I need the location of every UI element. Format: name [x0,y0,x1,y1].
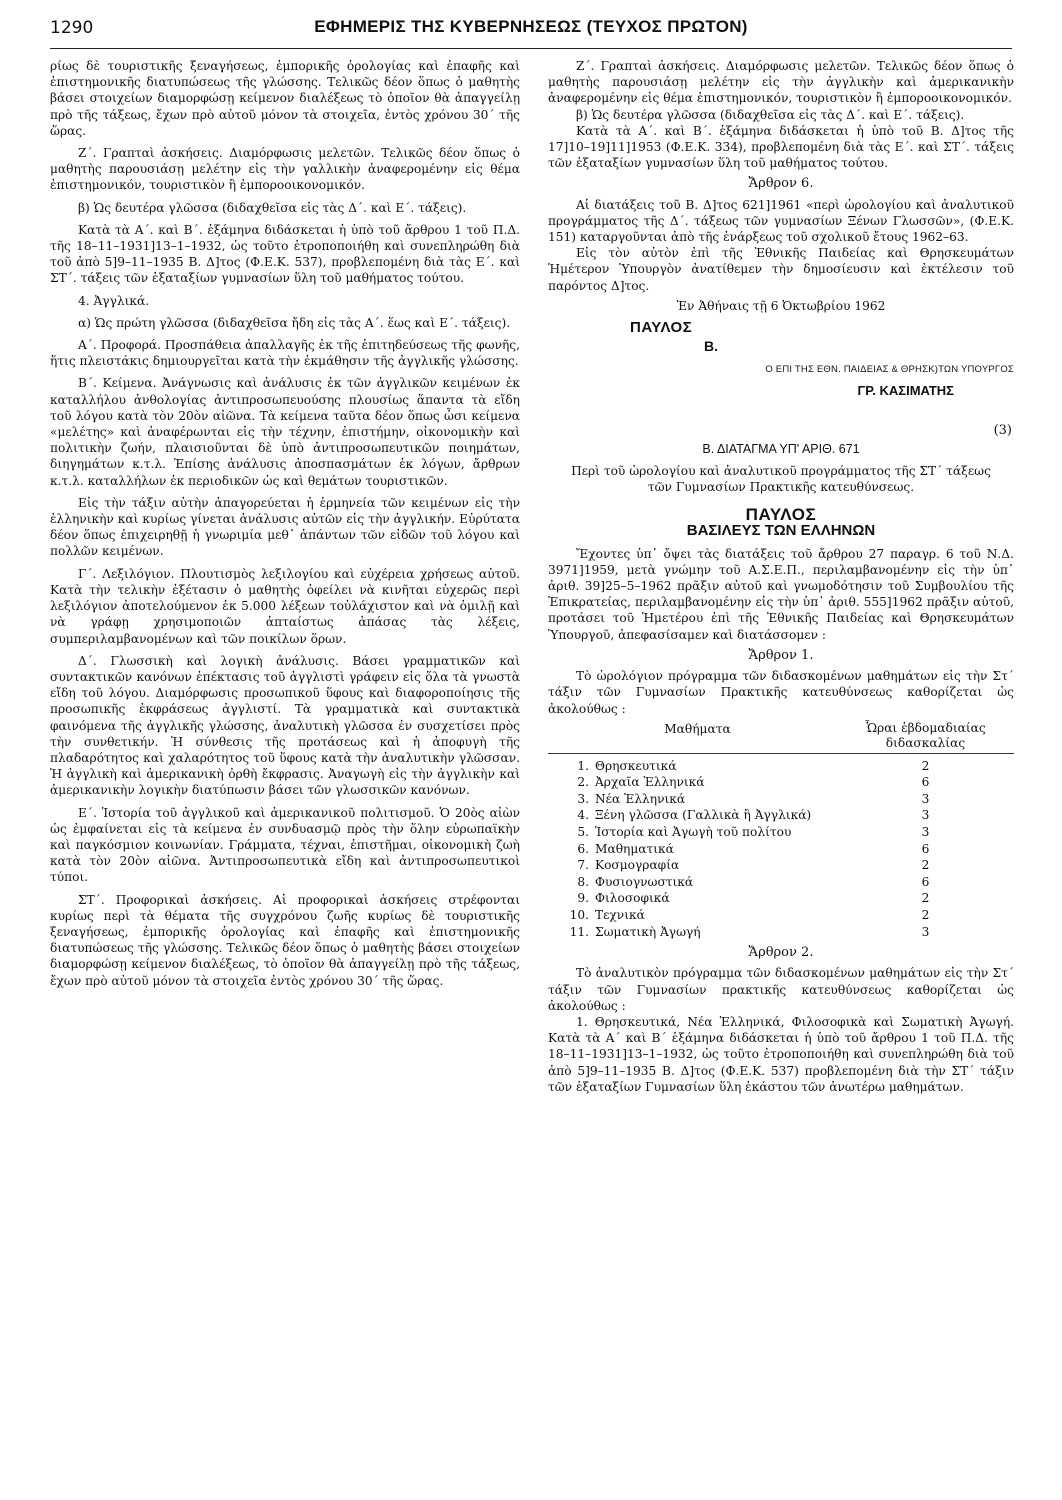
paragraph: Τὸ ὡρολόγιον πρόγραμμα τῶν διδασκομένων μαθημάτων εἰς τὴν Στ΄ τάξιν τῶν Γυμνασίων Πρακτικῆς κατευθύνσεως καθορίζεται ὡς ἀκολούθως : [548,669,1014,716]
paragraph: Ε΄. Ἱστορία τοῦ ἀγγλικοῦ καὶ ἀμερικανικοῦ πολιτισμοῦ. Ὁ 20ὸς αἰὼν ὡς ἐμφαίνεται εἰς τὰ κείμενα ἐν συνδυασμῷ πρὸς τὴν ὅλην εὐρωπαϊκὴν καὶ παγκόσμιον κοινωνίαν. Γράμματα, τέχναι, ἐπιστῆμαι, οἰκονομικὴ ζωὴ κατὰ τὸν 20ὸν αἰῶνα. Ἀντιπροσωπευτικὰ εἴδη καὶ ἀντιπροσωπευτικοὶ τύποι. [50,805,520,885]
king-initial: Β. [704,338,718,355]
table-row [548,791,1014,808]
cell-num: 1. [577,758,589,773]
cell-num: 4. [577,808,589,823]
cell-hours: 6 [921,775,930,790]
cell-hours: 3 [921,924,930,939]
paragraph: Ζ΄. Γραπταὶ ἀσκήσεις. Διαμόρφωσις μελετῶν. Τελικῶς δέον ὅπως ὁ μαθητὴς παρουσιάσῃ μελέτην εἰς τὴν ἀγγλικὴν καὶ ἀμερικανικὴν ἀναφερομένην εἰς θέμα ἐπιστημονικόν, τουριστικὸν ἢ ἐμπορoοικονομικόν. [548,59,1014,106]
paragraph: α) Ὡς πρώτη γλῶσσα (διδαχθεῖσα ἤδη εἰς τὰς Α΄. ἕως καὶ Ε΄. τάξεις). [78,315,511,330]
cell-num: 8. [577,874,589,889]
page-header [50,14,1012,49]
paragraph: Α΄. Προφορά. Προσπάθεια ἀπαλλαγῆς ἐκ τῆς ἐπιτηδεύσεως τῆς φωνῆς, ἥτις πλειστάκις δημιουργεῖται κατὰ τὴν ἐκμάθησιν τῆς ἀγγλικῆς γλώσσης. [50,338,520,369]
cell-hours: 6 [921,841,930,856]
cell-subject: Νέα Ἑλληνικά [594,791,686,806]
cell-num: 10. [569,908,589,923]
right-column [548,58,1014,1488]
table-row [548,824,1014,841]
decree-subject: Περὶ τοῦ ὡρολογίου καὶ ἀναλυτικοῦ προγράμματος τῆς ΣΤ΄ τάξεως τῶν Γυμνασίων Πρακτικῆς κατευθύνσεως. [571,463,991,495]
cell-subject: Ἀρχαῖα Ἑλληνικά [594,775,705,790]
paragraph: Κατὰ τὰ Α΄. καὶ Β΄. ἑξάμηνα διδάσκεται ἡ ὑπὸ τοῦ ἄρθρου 1 τοῦ Π.Δ. τῆς 18–11–1931]13–1–1932, ὡς τοῦτο ἐτροποποιήθη καὶ συνεπληρώθη διὰ τοῦ ἀπὸ 5]9–11–1935 Β. Δ]τος (Φ.Ε.Κ. 537), προβλεπομένη διὰ τὰς Ε΄. καὶ ΣΤ΄. τάξεις τῶν ἑξαταξίων γυμνασίων ὕλη τοῦ μαθήματος τούτου. [50,222,520,286]
article-heading: Ἄρθρον 1. [748,647,814,663]
paragraph: Εἰς τὸν αὐτὸν ἐπὶ τῆς Ἐθνικῆς Παιδείας καὶ Θρησκευμάτων Ἡμέτερον Ὑπουργὸν ἀνατίθεμεν τὴν δημοσίευσιν καὶ ἐκτέλεσιν τοῦ παρόντος Δ]τος. [548,246,1014,293]
table-row [548,774,1014,791]
table-row [548,807,1014,824]
paragraph: Β΄. Κείμενα. Ἀνάγνωσις καὶ ἀνάλυσις ἐκ τῶν ἀγγλικῶν κειμένων ἐκ καταλλήλου ἀνθολογίας ἀντιπροσωπευούσης πλουσίως ἅπαντα τὰ εἴδη τοῦ λόγου κατὰ τὸν 20ὸν αἰῶνα. Τὰ κείμενα ταῦτα δέον ὅπως ὦσι κείμενα «μελέτης» καὶ ἀναφέρωνται εἰς τὴν τέχνην, ἐπιστήμην, οἰκονομικὴν καὶ πολιτικὴν ζωήν, πλαισιοῦνται δὲ ὑπὸ ἀντιπροσωπευτικῶν ποιημάτων, διηγημάτων κ.τ.λ. Ἐπίσης ἀνάλυσις ἀποσπασμάτων ἐκ λόγων, ἄρθρων κ.τ.λ. καταλλήλων ἐκ περιοδικῶν ὡς καὶ θεμάτων τουριστικῶν. [50,376,520,488]
table-row [548,874,1014,891]
paragraph: Γ΄. Λεξιλόγιον. Πλουτισμὸς λεξιλογίου καὶ εὐχέρεια χρήσεως αὐτοῦ. Κατὰ τὴν τελικὴν ἐξέτασιν ὁ μαθητὴς ὀφείλει νὰ κινῆται εὐχερῶς περὶ λεξιλόγιον ἀποτελούμενον ἐκ 5.000 λέξεων τοὐλάχιστον καὶ νὰ ὁμιλῇ καὶ νὰ γράφῃ χρησιμοποιῶν ἀπταίστως ἁπάσας τὰς λέξεις, συμπεριλαμβανομένων καὶ τῶν ποικίλων ὅρων. [50,566,520,646]
article-heading: Ἄρθρον 6. [748,176,814,192]
cell-hours: 2 [921,908,930,923]
cell-subject: Θρησκευτικά [594,758,677,773]
page-number: 1290 [50,18,94,38]
cell-subject: Ἱστορία καὶ Ἀγωγὴ τοῦ πολίτου [594,825,792,840]
cell-subject: Φιλοσοφικά [594,891,670,906]
cell-num: 5. [577,825,589,840]
cell-subject: Μαθηματικά [594,841,674,856]
paragraph: 1. Θρησκευτικά, Νέα Ἑλληνικά, Φιλοσοφικὰ καὶ Σωματικὴ Ἀγωγή. Κατὰ τὰ Α΄ καὶ Β΄ ἑξάμηνα διδάσκεται ἡ ὑπὸ τοῦ ἄρθρου 1 τοῦ Π.Δ. τῆς 18–11–1931]13–1–1932, ὡς τοῦτο ἐτροποποιήθη καὶ συνεπληρώθη διὰ τοῦ ἀπὸ 5]9–11–1935 Β. Δ]τος (Φ.Ε.Κ. 537) προβλεπομένη διὰ τὴν ΣΤ΄ τάξιν τῶν ἑξαταξίων Γυμνασίων ὕλη ἑκάστου τῶν ἀνωτέρω μαθημάτων. [548,1015,1014,1094]
paragraph: Εἰς τὴν τάξιν αὐτὴν ἀπαγορεύεται ἡ ἑρμηνεία τῶν κειμένων εἰς τὴν ἑλληνικὴν καὶ κυρίως γίνεται ἀνάλυσις αὐτῶν εἰς τὴν ἀγγλικήν. Εὐρύτατα δέον ὅπως ἐπιχειρηθῇ ἡ γνωριμία μεθ᾿ ἁπάντων τῶν εἰδῶν τοῦ λόγου καὶ πολλῶν κειμένων. [50,495,520,559]
cell-subject: Κοσμογραφία [594,858,680,873]
paragraph: β) Ὡς δευτέρα γλῶσσα (διδαχθεῖσα εἰς τὰς Δ΄. καὶ Ε΄. τάξεις). [78,200,467,215]
minister-name: ΓΡ. ΚΑΣΙΜΑΤΗΣ [857,382,954,398]
cell-subject: Σωματικὴ Ἀγωγή [594,924,701,939]
issuer-name: ΠΑΥΛΟΣ [745,505,817,525]
paragraph: Αἱ διατάξεις τοῦ Β. Δ]τος 621]1961 «περὶ ὡρολογίου καὶ ἀναλυτικοῦ προγράμματος τῆς Δ΄. τάξεως τῶν γυμνασίων Ξένων Γλωσσῶν», (Φ.Ε.Κ. 151) καταργοῦνται ἀπὸ τῆς ἐνάρξεως τοῦ σχολικοῦ ἔτους 1962–63. [548,197,1014,245]
cell-num: 7. [577,858,589,873]
table-row [548,841,1014,858]
decree-sequence-number: (3) [993,422,1012,438]
decree-heading [548,422,1014,457]
cell-num: 3. [577,791,589,806]
cell-hours: 6 [921,874,930,889]
signing-date: Ἐν Ἀθήναις τῇ 6 Ὀκτωβρίου 1962 [676,298,886,313]
table-row [548,890,1014,907]
paragraph: ρίως δὲ τουριστικῆς ξεναγήσεως, ἐμπορικῆς ὁρολογίας καὶ ἐπαφῆς καὶ ἐπιστημονικῆς διατυπώσεως τῆς γλώσσης. Τελικῶς δέον ὅπως ὁ μαθητὴς βάσει στοιχείων διαμορφώσῃ κείμενον διαλέξεως τὸ ὁποῖον θὰ ἀπαγγείλῃ πρὸ τῆς τάξεως, ἔχων πρὸ αὐτοῦ μόνον τὰ στοιχεῖα, ἐντὸς χρόνου 30΄ τῆς ὥρας. [50,59,520,138]
cell-num: 11. [569,924,589,939]
decree-title: Β. ΔΙΑΤΑΓΜΑ ΥΠ' ΑΡΙΘ. 671 [702,441,860,456]
preamble: Ἔχοντες ὑπ᾿ ὄψει τὰς διατάξεις τοῦ ἄρθρου 27 παραγρ. 6 τοῦ Ν.Δ. 3971]1959, μετὰ γνώμην τοῦ Α.Σ.Ε.Π., περιλαμβανομένην εἰς τὴν ὑπ᾿ ἀριθ. 39]25–5–1962 πρᾶξιν αὐτοῦ καὶ γνωμοδότησιν τοῦ Συμβουλίου τῆς Ἐπικρατείας, περιλαμβανομένην εἰς τὴν ὑπ᾿ ἀριθ. 555]1962 πρᾶξιν αὐτοῦ, προτάσει τοῦ Ἡμετέρου ἐπὶ τῆς Ἐθνικῆς Παιδείας καὶ Θρησκευμάτων Ὑπουργοῦ, ἀπεφασίσαμεν καὶ διατάσσομεν : [548,546,1014,642]
cell-num: 6. [577,841,589,856]
issuer-title: ΒΑΣΙΛΕΥΣ ΤΩΝ ΕΛΛΗΝΩΝ [686,522,876,540]
cell-hours: 3 [921,825,930,840]
left-column [50,58,520,1488]
column-header-hours: Ὧραι ἑβδομαδιαίας διδασκαλίας [865,720,986,750]
cell-subject: Φυσιογνωστικά [594,874,694,889]
table-row [548,857,1014,874]
paragraph: Κατὰ τὰ Α΄. καὶ Β΄. ἑξάμηνα διδάσκεται ἡ ὑπὸ τοῦ Β. Δ]τος τῆς 17]10–19]11]1953 (Φ.Ε.Κ. 334), προβλεπομένη διὰ τὰς Ε΄. καὶ ΣΤ΄. τάξεις τῶν ἑξαταξίων γυμνασίων ὕλη τοῦ μαθήματος τούτου. [548,123,1014,171]
article-heading: Ἄρθρον 2. [748,945,814,961]
section-heading: 4. Ἀγγλικά. [78,293,150,308]
table-row [548,907,1014,924]
cell-num: 2. [577,775,589,790]
cell-hours: 2 [921,891,930,906]
cell-hours: 3 [921,791,930,806]
paragraph: Δ΄. Γλωσσικὴ καὶ λογικὴ ἀνάλυσις. Βάσει γραμματικῶν καὶ συντακτικῶν κανόνων ἐπέκτασις τοῦ ἀγγλιστὶ γράφειν εἰς ὅλα τὰ γνωστὰ εἴδη τοῦ λόγου. Διαμόρφωσις προσωπικοῦ ὕφους καὶ διαφοροποίησις τῆς προσωπικῆς ἐκφράσεως ἀγγλιστί. Τὰ γραμματικὰ καὶ συντακτικὰ φαινόμενα τῆς ἀγγλικῆς γλώσσης, ἀναλυτικὴ γλῶσσα ἐν συσχετίσει πρὸς τὴν συνθετικήν. Ἡ σύνθεσις τῆς προτάσεως καὶ ἡ ἀποφυγὴ τῆς πλαδαρότητος καὶ χαλαρότητος τοῦ ὕφους κατὰ τὴν ἀναλυτικὴν γλῶσσαν. Ἡ ἀγγλικὴ καὶ ἀμερικανικὴ ὀρθὴ ἔκφρασις. Ἀναγωγὴ εἰς τὴν ἀγγλικὴν καὶ ἀμερικανικὴν λογικὴν διατύπωσιν βάσει τῶν γλωσσικῶν κανόνων. [50,653,520,798]
cell-hours: 3 [921,808,930,823]
table-row [548,924,1014,941]
column-header-subjects: Μαθήματα [664,721,731,736]
cell-subject: Τεχνικά [594,908,645,923]
cell-subject: Ξένη γλῶσσα (Γαλλικὰ ἢ Ἀγγλικά) [594,808,812,823]
paragraph: β) Ὡς δευτέρα γλῶσσα (διδαχθεῖσα εἰς τὰς Δ΄. καὶ Ε΄. τάξεις). [576,107,965,122]
running-title: ΕΦΗΜΕΡΙΣ ΤΗΣ ΚΥΒΕΡΝΗΣΕΩΣ (ΤΕΥΧΟΣ ΠΡΩΤΟΝ) [314,17,748,36]
paragraph: Τὸ ἀναλυτικὸν πρόγραμμα τῶν διδασκομένων μαθημάτων εἰς τὴν Στ΄ τάξιν τῶν Γυμνασίων πρακτικῆς κατευθύνσεως καθορίζεται ὡς ἀκολούθως : [548,966,1014,1013]
minister-title: Ο ΕΠΙ ΤΗΣ ΕΘΝ. ΠΑΙΔΕΙΑΣ & ΘΡΗΣΚ)ΤΩΝ ΥΠΟΥΡΓΟΣ [765,364,1014,376]
schedule-table [548,721,1014,941]
king-signature: ΠΑΥΛΟΣ [630,319,693,337]
cell-hours: 2 [921,858,930,873]
paragraph: ΣΤ΄. Προφορικαὶ ἀσκήσεις. Αἱ προφορικαὶ ἀσκήσεις στρέφονται κυρίως περὶ τὰ θέματα τῆς συγχρόνου ζωῆς κυρίως δὲ τουριστικῆς ξεναγήσεως, ἐμπορικῆς ὁρολογίας καὶ ἐπαφῆς καὶ ἐπιστημονικῆς διατυπώσεως τῆς γλώσσης. Τελικῶς δέον ὅπως ὁ μαθητὴς βάσει στοιχείων διαμορφώσῃ κείμενον διαλέξεως, τὸ ὁποῖον θὰ ἀπαγγείλῃ πρὸ τῆς τάξεως, ἔχων πρὸ αὐτοῦ μόνον τὰ στοιχεῖα ἐντὸς χρόνου 30΄ τῆς ὥρας. [50,892,520,988]
table-row [548,758,1014,775]
cell-num: 9. [577,891,589,906]
paragraph: Ζ΄. Γραπταὶ ἀσκήσεις. Διαμόρφωσις μελετῶν. Τελικῶς δέον ὅπως ὁ μαθητὴς παρουσιάσῃ μελέτην εἰς τὴν γαλλικὴν ἀναφερομένην εἰς θέμα ἐπιστημονικόν, τουριστικὸν ἢ ἐμπορoοικονομικόν. [50,146,520,193]
cell-hours: 2 [921,758,930,773]
